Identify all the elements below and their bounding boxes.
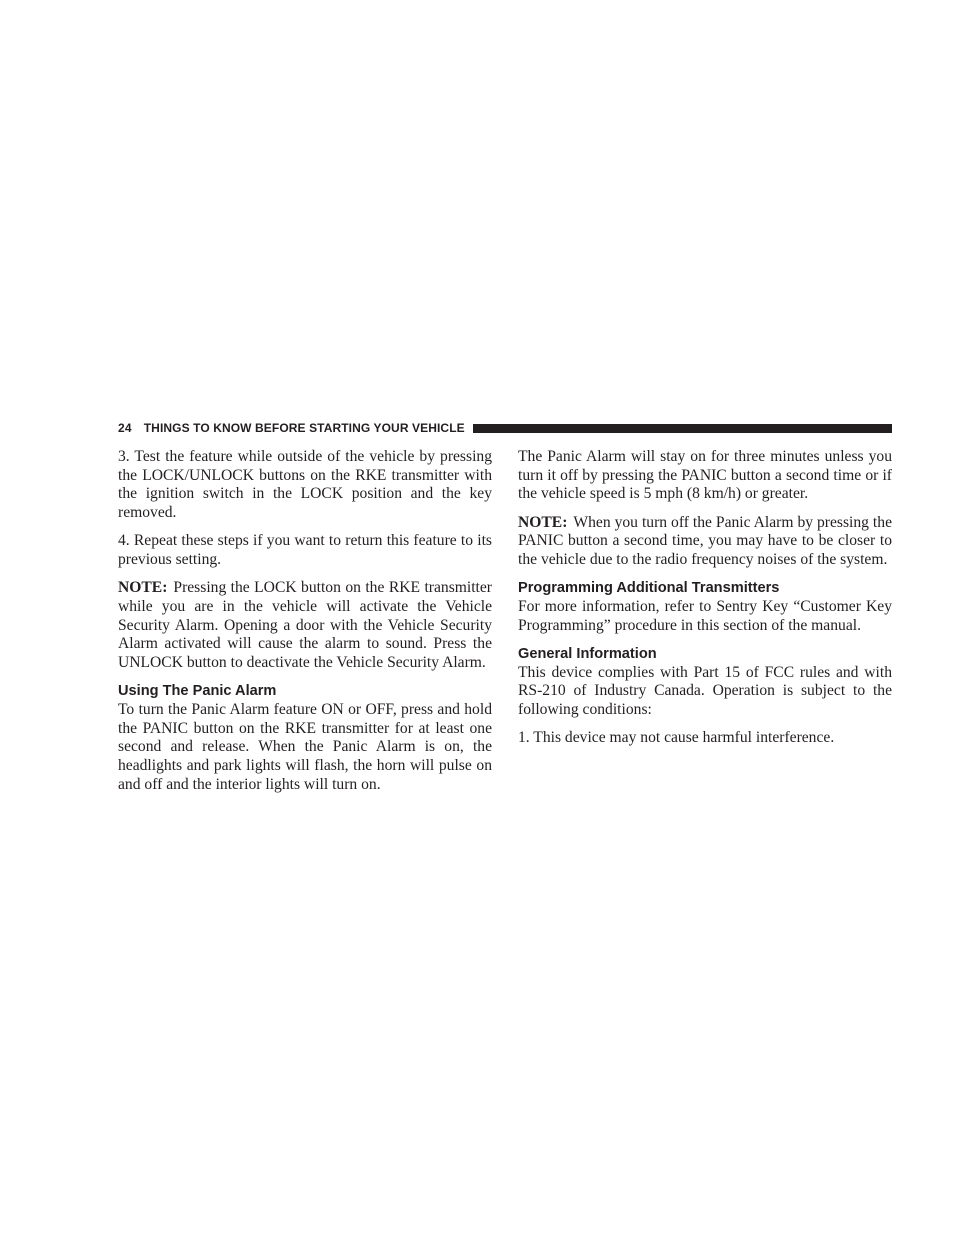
note-label: NOTE:	[518, 513, 568, 531]
programming-paragraph: For more information, refer to Sentry Key “Customer Key Programming” procedure in this section of the manual.	[518, 597, 892, 634]
note-text: When you turn off the Panic Alarm by pressing the PANIC button a second time, you may have to be closer to the vehicle due to the radio frequency noises of the system.	[518, 513, 892, 569]
header-rule	[473, 424, 892, 433]
right-column	[518, 448, 892, 757]
general-information-paragraph: This device complies with Part 15 of FCC rules and with RS-210 of Industry Canada. Operation is subject to the following conditions:	[518, 663, 892, 718]
page-number: 24	[118, 421, 132, 435]
note-text: Pressing the LOCK button on the RKE transmitter while you are in the vehicle will activate the Vehicle Security Alarm. Opening a door with the Vehicle Security Alarm activated will cause the alarm to sound. Press the UNLOCK button to deactivate the Vehicle Security Alarm.	[118, 579, 492, 672]
note-paragraph	[518, 514, 892, 570]
page-header	[118, 419, 892, 437]
step-3-paragraph: 3. Test the feature while outside of the vehicle by pressing the LOCK/UNLOCK buttons on the RKE transmitter with the ignition switch in the LOCK position and the key removed.	[118, 448, 492, 522]
step-4-paragraph: 4. Repeat these steps if you want to return this feature to its previous setting.	[118, 532, 492, 569]
programming-transmitters-heading: Programming Additional Transmitters	[518, 580, 780, 597]
note-label: NOTE:	[118, 579, 168, 597]
panic-alarm-heading: Using The Panic Alarm	[118, 683, 277, 700]
general-information-heading: General Information	[518, 645, 657, 662]
panic-alarm-continued-paragraph: The Panic Alarm will stay on for three minutes unless you turn it off by pressing the PANIC button a second time or if the vehicle speed is 5 mph (8 km/h) or greater.	[518, 448, 892, 503]
condition-1-paragraph: 1. This device may not cause harmful interference.	[518, 729, 835, 747]
note-paragraph	[118, 579, 492, 673]
section-title: THINGS TO KNOW BEFORE STARTING YOUR VEHICLE	[143, 421, 465, 435]
left-column	[118, 448, 492, 804]
panic-alarm-paragraph: To turn the Panic Alarm feature ON or OFF, press and hold the PANIC button on the RKE transmitter for at least one second and release. When the Panic Alarm is on, the headlights and park lights will flash, the horn will pulse on and off and the interior lights will turn on.	[118, 700, 492, 793]
